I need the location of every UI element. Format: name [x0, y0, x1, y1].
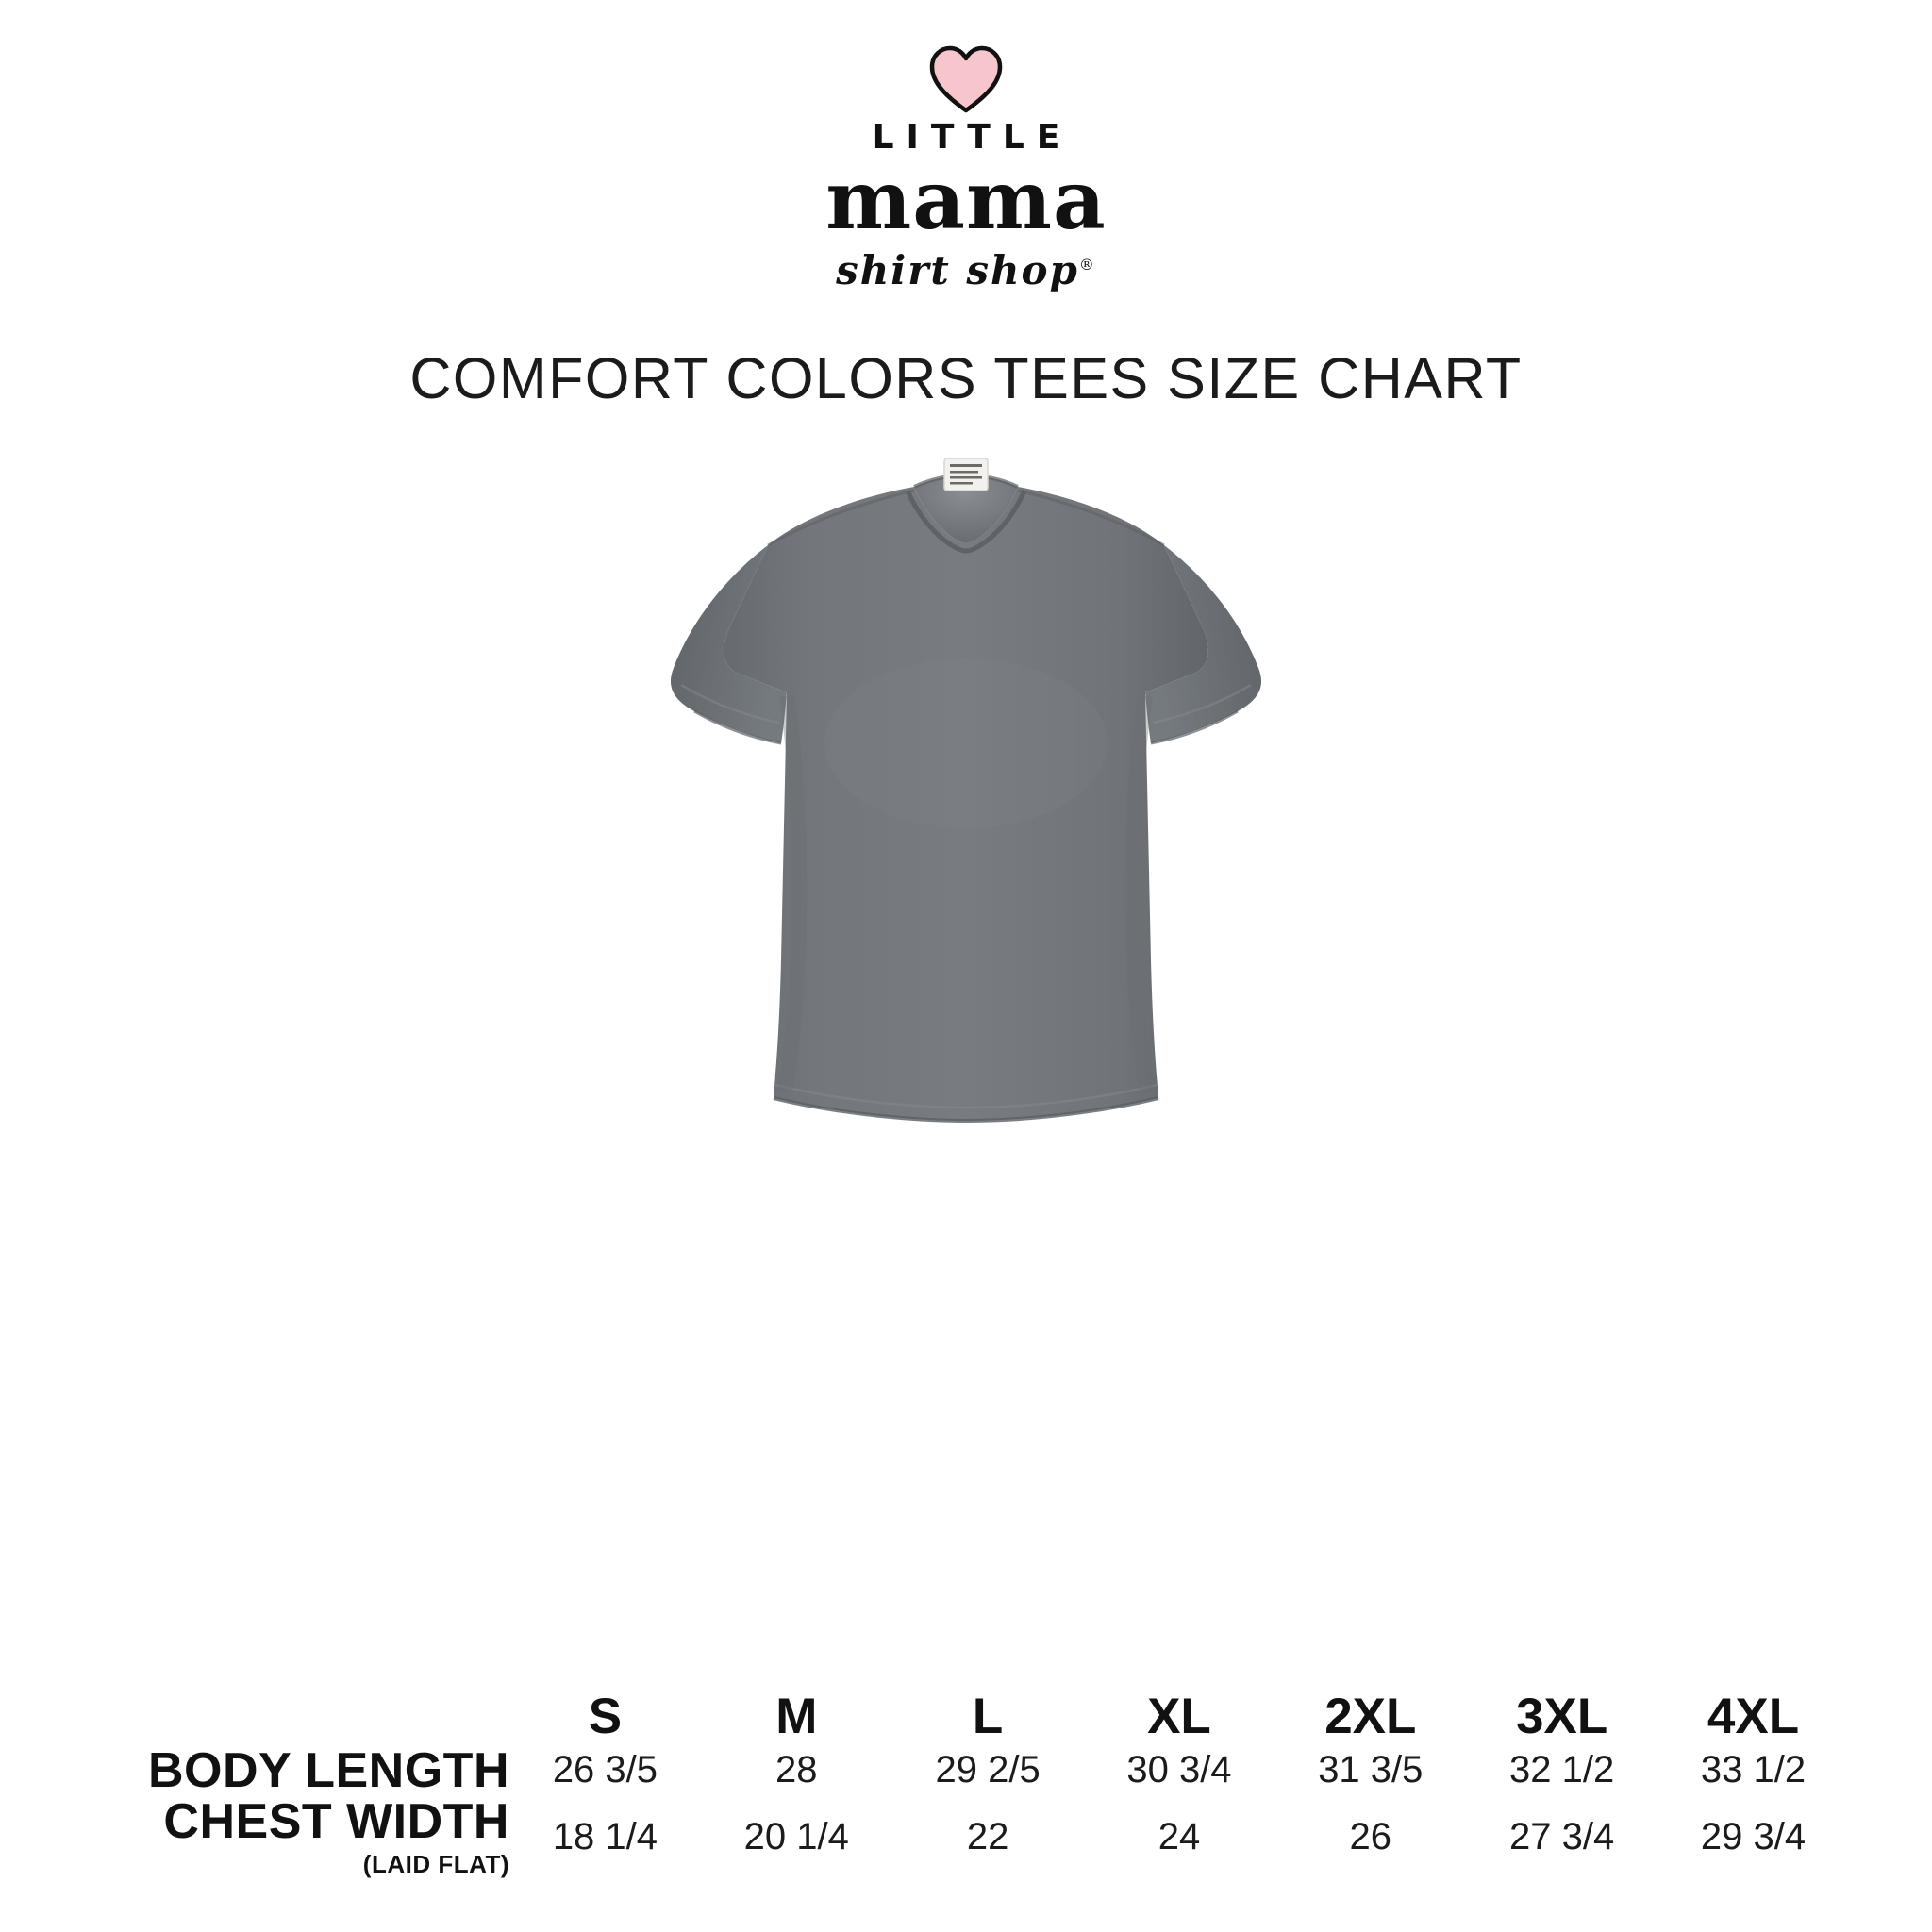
cell-chest-width-l: 22 — [966, 1815, 1009, 1857]
column-header-s: S — [588, 1688, 623, 1744]
column-header-l: L — [972, 1688, 1004, 1744]
column-header-m: M — [775, 1688, 818, 1744]
cell-body-length-2xl: 31 3/5 — [1318, 1749, 1424, 1791]
product-image-container — [0, 432, 1932, 1149]
column-header-xl: XL — [1147, 1688, 1211, 1744]
cell-body-length-3xl: 32 1/2 — [1509, 1749, 1615, 1791]
row-label-chest-width-note: (LAID FLAT) — [362, 1849, 509, 1878]
table-row — [104, 1745, 1849, 1797]
column-header-3xl: 3XL — [1516, 1688, 1608, 1744]
logo-text-mama: mama — [825, 153, 1107, 248]
size-chart-table — [104, 1688, 1849, 1877]
table-corner-cell — [104, 1688, 509, 1745]
cell-chest-width-s: 18 1/4 — [552, 1815, 658, 1857]
cell-chest-width-4xl: 29 3/4 — [1700, 1815, 1807, 1857]
size-chart-table-container — [0, 1688, 1932, 1877]
cell-body-length-s: 26 3/5 — [552, 1749, 658, 1791]
heart-icon — [929, 45, 1003, 113]
column-header-2xl: 2XL — [1324, 1688, 1417, 1744]
registered-mark: ® — [1078, 256, 1096, 274]
cell-body-length-m: 28 — [775, 1749, 818, 1791]
cell-body-length-l: 29 2/5 — [935, 1749, 1041, 1791]
row-label-chest-width-text: CHEST WIDTH — [163, 1794, 509, 1850]
cell-body-length-xl: 30 3/4 — [1126, 1749, 1232, 1791]
grey-tshirt-photo — [485, 432, 1447, 1149]
brand-logo — [0, 0, 1932, 291]
logo-text-little: LITTLE — [872, 118, 1073, 157]
row-label-body-length: BODY LENGTH — [147, 1742, 509, 1798]
column-header-4xl: 4XL — [1707, 1688, 1800, 1744]
logo-shirtshop-words: shirt shop — [836, 247, 1079, 293]
cell-chest-width-xl: 24 — [1158, 1815, 1201, 1857]
cell-chest-width-3xl: 27 3/4 — [1509, 1815, 1615, 1857]
cell-body-length-4xl: 33 1/2 — [1700, 1749, 1807, 1791]
table-row — [104, 1796, 1849, 1877]
cell-chest-width-m: 20 1/4 — [743, 1815, 849, 1857]
row-label-chest-width — [104, 1796, 509, 1877]
table-header-row — [104, 1688, 1849, 1745]
logo-text-shirtshop — [836, 247, 1096, 293]
cell-chest-width-2xl: 26 — [1349, 1815, 1392, 1857]
page-title: COMFORT COLORS TEES SIZE CHART — [409, 346, 1523, 410]
